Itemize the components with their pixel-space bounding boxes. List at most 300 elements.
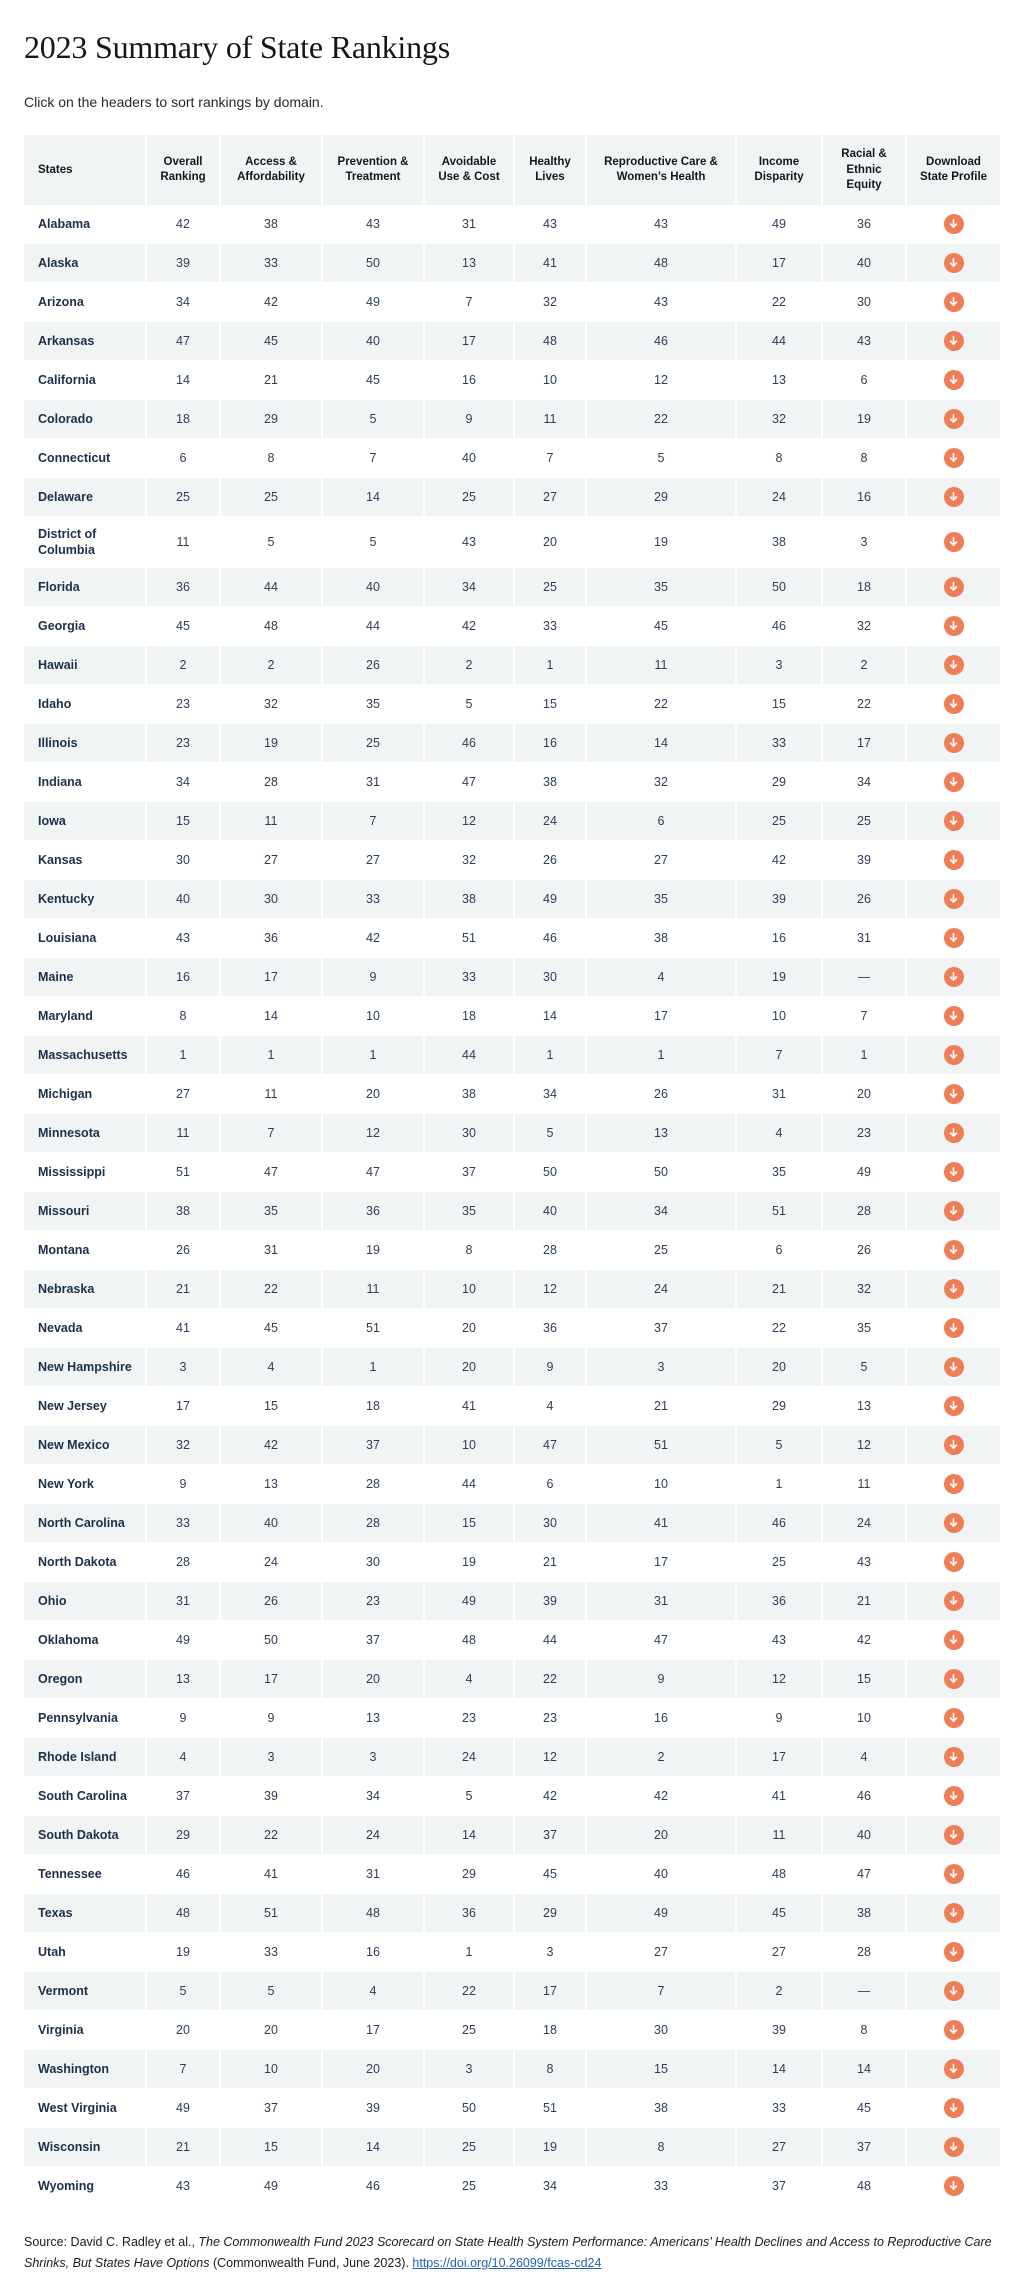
download-state-profile-button[interactable] (944, 2137, 964, 2157)
state-name-cell[interactable]: Georgia (24, 607, 146, 646)
rank-cell-income: 5 (736, 1426, 822, 1465)
rank-cell-racial: 45 (822, 2089, 906, 2128)
table-row (24, 724, 1000, 763)
state-name-cell[interactable]: Iowa (24, 802, 146, 841)
table-row (24, 1153, 1000, 1192)
rank-cell-overall: 47 (146, 321, 220, 360)
state-name-cell[interactable]: Washington (24, 2050, 146, 2089)
rank-cell-racial: 26 (822, 1231, 906, 1270)
download-arrow-icon (944, 292, 964, 312)
rank-cell-income: 29 (736, 1387, 822, 1426)
rank-cell-racial: 19 (822, 399, 906, 438)
rank-cell-healthy: 33 (514, 607, 586, 646)
rank-cell-prevention: 24 (322, 1816, 424, 1855)
rank-cell-healthy: 29 (514, 1894, 586, 1933)
rank-cell-prevention: 3 (322, 1738, 424, 1777)
state-name-cell[interactable]: Ohio (24, 1582, 146, 1621)
column-header-avoidable-use-cost[interactable]: Avoidable Use & Cost (424, 135, 514, 205)
rank-cell-overall: 8 (146, 997, 220, 1036)
download-arrow-icon (944, 1435, 964, 1455)
state-name-cell[interactable]: Colorado (24, 399, 146, 438)
download-cell (906, 2011, 1000, 2050)
download-cell (906, 1192, 1000, 1231)
rank-cell-access: 17 (220, 1660, 322, 1699)
download-arrow-icon (944, 1630, 964, 1650)
rank-cell-prevention: 14 (322, 477, 424, 516)
download-cell (906, 1660, 1000, 1699)
rank-cell-prevention: 50 (322, 243, 424, 282)
rank-cell-access: 44 (220, 568, 322, 607)
state-name-cell[interactable]: Minnesota (24, 1114, 146, 1153)
state-name-cell[interactable]: Arkansas (24, 321, 146, 360)
state-name-cell[interactable]: Rhode Island (24, 1738, 146, 1777)
state-name-cell[interactable]: North Carolina (24, 1504, 146, 1543)
rank-cell-reproductive: 38 (586, 2089, 736, 2128)
download-state-profile-button[interactable] (944, 1864, 964, 1884)
state-name-cell[interactable]: New Mexico (24, 1426, 146, 1465)
state-name-cell[interactable]: Florida (24, 568, 146, 607)
state-name-cell[interactable]: West Virginia (24, 2089, 146, 2128)
rank-cell-access: 38 (220, 205, 322, 244)
rank-cell-prevention: 42 (322, 919, 424, 958)
rank-cell-reproductive: 8 (586, 2128, 736, 2167)
rank-cell-overall: 45 (146, 607, 220, 646)
rank-cell-avoidable: 20 (424, 1309, 514, 1348)
state-name-cell[interactable]: Indiana (24, 763, 146, 802)
rank-cell-reproductive: 22 (586, 685, 736, 724)
download-cell (906, 763, 1000, 802)
download-cell (906, 1231, 1000, 1270)
rank-cell-prevention: 1 (322, 1348, 424, 1387)
rank-cell-racial: 8 (822, 438, 906, 477)
rank-cell-access: 25 (220, 477, 322, 516)
rank-cell-prevention: 36 (322, 1192, 424, 1231)
table-header-row (24, 135, 1000, 205)
download-cell (906, 919, 1000, 958)
download-state-profile-button[interactable] (944, 1435, 964, 1455)
rank-cell-healthy: 11 (514, 399, 586, 438)
rank-cell-prevention: 25 (322, 724, 424, 763)
state-name-cell[interactable]: Missouri (24, 1192, 146, 1231)
rank-cell-racial: 14 (822, 2050, 906, 2089)
rank-cell-healthy: 19 (514, 2128, 586, 2167)
rank-cell-reproductive: 9 (586, 1660, 736, 1699)
download-state-profile-button[interactable] (944, 1825, 964, 1845)
rank-cell-racial: 11 (822, 1465, 906, 1504)
rank-cell-income: 21 (736, 1270, 822, 1309)
column-header-racial-ethnic-equity[interactable]: Racial & Ethnic Equity (822, 135, 906, 205)
state-name-cell[interactable]: New Hampshire (24, 1348, 146, 1387)
rank-cell-healthy: 5 (514, 1114, 586, 1153)
state-name-cell[interactable]: Idaho (24, 685, 146, 724)
table-row (24, 1855, 1000, 1894)
state-name-cell[interactable]: Delaware (24, 477, 146, 516)
rank-cell-avoidable: 47 (424, 763, 514, 802)
rank-cell-income: 33 (736, 2089, 822, 2128)
download-state-profile-button[interactable] (944, 655, 964, 675)
column-header-healthy-lives[interactable]: Healthy Lives (514, 135, 586, 205)
rank-cell-reproductive: 17 (586, 997, 736, 1036)
rank-cell-overall: 11 (146, 516, 220, 568)
rank-cell-overall: 20 (146, 2011, 220, 2050)
download-cell (906, 321, 1000, 360)
table-row (24, 1075, 1000, 1114)
state-name-cell[interactable]: District of Columbia (24, 516, 146, 568)
state-name-cell[interactable]: Michigan (24, 1075, 146, 1114)
rank-cell-reproductive: 2 (586, 1738, 736, 1777)
download-state-profile-button[interactable] (944, 1240, 964, 1260)
download-state-profile-button[interactable] (944, 253, 964, 273)
rank-cell-income: 35 (736, 1153, 822, 1192)
state-name-cell[interactable]: California (24, 360, 146, 399)
rank-cell-reproductive: 26 (586, 1075, 736, 1114)
rank-cell-income: 11 (736, 1816, 822, 1855)
rank-cell-overall: 1 (146, 1036, 220, 1075)
download-state-profile-button[interactable] (944, 1981, 964, 2001)
download-state-profile-button[interactable] (944, 1123, 964, 1143)
rank-cell-healthy: 30 (514, 1504, 586, 1543)
rank-cell-reproductive: 22 (586, 399, 736, 438)
download-state-profile-button[interactable] (944, 577, 964, 597)
download-state-profile-button[interactable] (944, 967, 964, 987)
download-arrow-icon (944, 1006, 964, 1026)
state-name-cell[interactable]: Vermont (24, 1972, 146, 2011)
rank-cell-access: 29 (220, 399, 322, 438)
download-cell (906, 2128, 1000, 2167)
table-row (24, 1738, 1000, 1777)
state-name-cell[interactable]: Kansas (24, 841, 146, 880)
rank-cell-healthy: 34 (514, 1075, 586, 1114)
state-name-cell[interactable]: Arizona (24, 282, 146, 321)
rank-cell-avoidable: 38 (424, 1075, 514, 1114)
rank-cell-income: 42 (736, 841, 822, 880)
rank-cell-racial: 15 (822, 1660, 906, 1699)
download-state-profile-button[interactable] (944, 772, 964, 792)
state-name-cell[interactable]: Virginia (24, 2011, 146, 2050)
download-arrow-icon (944, 1240, 964, 1260)
state-name-cell[interactable]: Tennessee (24, 1855, 146, 1894)
download-state-profile-button[interactable] (944, 889, 964, 909)
rank-cell-reproductive: 27 (586, 1933, 736, 1972)
download-state-profile-button[interactable] (944, 1279, 964, 1299)
download-cell (906, 205, 1000, 244)
rank-cell-healthy: 14 (514, 997, 586, 1036)
download-state-profile-button[interactable] (944, 487, 964, 507)
download-cell (906, 607, 1000, 646)
download-state-profile-button[interactable] (944, 1162, 964, 1182)
rank-cell-avoidable: 25 (424, 2167, 514, 2206)
download-cell (906, 1894, 1000, 1933)
state-name-cell[interactable]: Illinois (24, 724, 146, 763)
rank-cell-healthy: 6 (514, 1465, 586, 1504)
rank-cell-healthy: 32 (514, 282, 586, 321)
rank-cell-reproductive: 27 (586, 841, 736, 880)
rank-cell-healthy: 25 (514, 568, 586, 607)
rank-cell-prevention: 33 (322, 880, 424, 919)
column-header-reproductive-care-womens-health[interactable]: Reproductive Care & Women’s Health (586, 135, 736, 205)
state-name-cell[interactable]: Utah (24, 1933, 146, 1972)
rank-cell-avoidable: 35 (424, 1192, 514, 1231)
download-cell (906, 1348, 1000, 1387)
state-name-cell[interactable]: Oregon (24, 1660, 146, 1699)
table-row (24, 2167, 1000, 2206)
state-rankings-table (24, 135, 1000, 2206)
download-state-profile-button[interactable] (944, 1786, 964, 1806)
download-cell (906, 880, 1000, 919)
download-arrow-icon (944, 1708, 964, 1728)
rank-cell-racial: — (822, 1972, 906, 2011)
download-arrow-icon (944, 616, 964, 636)
rank-cell-overall: 2 (146, 646, 220, 685)
sort-instruction-text: Click on the headers to sort rankings by domain. (24, 94, 324, 111)
state-name-cell[interactable]: Montana (24, 1231, 146, 1270)
state-name-cell[interactable]: Kentucky (24, 880, 146, 919)
download-state-profile-button[interactable] (944, 616, 964, 636)
download-arrow-icon (944, 1123, 964, 1143)
rank-cell-avoidable: 43 (424, 516, 514, 568)
download-arrow-icon (944, 694, 964, 714)
rank-cell-reproductive: 42 (586, 1777, 736, 1816)
rank-cell-reproductive: 3 (586, 1348, 736, 1387)
download-state-profile-button[interactable] (944, 1552, 964, 1572)
download-state-profile-button[interactable] (944, 1903, 964, 1923)
rank-cell-racial: 40 (822, 1816, 906, 1855)
rank-cell-access: 21 (220, 360, 322, 399)
rank-cell-access: 1 (220, 1036, 322, 1075)
download-state-profile-button[interactable] (944, 1318, 964, 1338)
rank-cell-prevention: 13 (322, 1699, 424, 1738)
rank-cell-reproductive: 30 (586, 2011, 736, 2050)
table-row (24, 1270, 1000, 1309)
state-name-cell[interactable]: North Dakota (24, 1543, 146, 1582)
rank-cell-racial: 5 (822, 1348, 906, 1387)
rank-cell-access: 27 (220, 841, 322, 880)
rank-cell-reproductive: 21 (586, 1387, 736, 1426)
download-state-profile-button[interactable] (944, 1669, 964, 1689)
download-state-profile-button[interactable] (944, 214, 964, 234)
rank-cell-income: 8 (736, 438, 822, 477)
rank-cell-overall: 26 (146, 1231, 220, 1270)
download-state-profile-button[interactable] (944, 733, 964, 753)
table-row (24, 321, 1000, 360)
state-name-cell[interactable]: Texas (24, 1894, 146, 1933)
download-state-profile-button[interactable] (944, 2176, 964, 2196)
table-body (24, 205, 1000, 2206)
state-name-cell[interactable]: New Jersey (24, 1387, 146, 1426)
rank-cell-healthy: 1 (514, 646, 586, 685)
rank-cell-overall: 43 (146, 2167, 220, 2206)
rank-cell-avoidable: 3 (424, 2050, 514, 2089)
rank-cell-racial: 42 (822, 1621, 906, 1660)
state-name-cell[interactable]: Pennsylvania (24, 1699, 146, 1738)
rank-cell-income: 33 (736, 724, 822, 763)
rank-cell-prevention: 16 (322, 1933, 424, 1972)
column-header-overall-ranking[interactable]: Overall Ranking (146, 135, 220, 205)
rank-cell-avoidable: 33 (424, 958, 514, 997)
download-arrow-icon (944, 850, 964, 870)
rank-cell-income: 37 (736, 2167, 822, 2206)
table-row (24, 2050, 1000, 2089)
rank-cell-reproductive: 17 (586, 1543, 736, 1582)
rank-cell-overall: 33 (146, 1504, 220, 1543)
state-name-cell[interactable]: Maine (24, 958, 146, 997)
source-doi-link[interactable]: https://doi.org/10.26099/fcas-cd24 (412, 2255, 602, 2270)
rank-cell-overall: 46 (146, 1855, 220, 1894)
rank-cell-avoidable: 38 (424, 880, 514, 919)
download-state-profile-button[interactable] (944, 2059, 964, 2079)
state-name-cell[interactable]: Alabama (24, 205, 146, 244)
state-name-cell[interactable]: Maryland (24, 997, 146, 1036)
download-arrow-icon (944, 1981, 964, 2001)
rank-cell-prevention: 45 (322, 360, 424, 399)
state-name-cell[interactable]: Nebraska (24, 1270, 146, 1309)
rank-cell-avoidable: 5 (424, 685, 514, 724)
rank-cell-healthy: 1 (514, 1036, 586, 1075)
state-name-cell[interactable]: South Carolina (24, 1777, 146, 1816)
rank-cell-access: 14 (220, 997, 322, 1036)
download-state-profile-button[interactable] (944, 448, 964, 468)
rank-cell-avoidable: 19 (424, 1543, 514, 1582)
download-state-profile-button[interactable] (944, 1357, 964, 1377)
state-name-cell[interactable]: Connecticut (24, 438, 146, 477)
rank-cell-access: 42 (220, 282, 322, 321)
rank-cell-avoidable: 49 (424, 1582, 514, 1621)
state-name-cell[interactable]: Alaska (24, 243, 146, 282)
rank-cell-reproductive: 11 (586, 646, 736, 685)
state-name-cell[interactable]: Massachusetts (24, 1036, 146, 1075)
rank-cell-avoidable: 16 (424, 360, 514, 399)
download-arrow-icon (944, 253, 964, 273)
rank-cell-income: 38 (736, 516, 822, 568)
download-arrow-icon (944, 1669, 964, 1689)
table-row (24, 516, 1000, 568)
rank-cell-overall: 28 (146, 1543, 220, 1582)
column-header-states[interactable]: States (24, 135, 146, 205)
download-arrow-icon (944, 1396, 964, 1416)
rank-cell-healthy: 34 (514, 2167, 586, 2206)
rank-cell-income: 16 (736, 919, 822, 958)
table-row (24, 360, 1000, 399)
rank-cell-income: 31 (736, 1075, 822, 1114)
state-name-cell[interactable]: Wyoming (24, 2167, 146, 2206)
download-state-profile-button[interactable] (944, 1474, 964, 1494)
download-state-profile-button[interactable] (944, 2098, 964, 2118)
rank-cell-healthy: 27 (514, 477, 586, 516)
rank-cell-healthy: 45 (514, 1855, 586, 1894)
state-name-cell[interactable]: Mississippi (24, 1153, 146, 1192)
rank-cell-healthy: 41 (514, 243, 586, 282)
rank-cell-healthy: 42 (514, 1777, 586, 1816)
download-state-profile-button[interactable] (944, 1513, 964, 1533)
state-name-cell[interactable]: Nevada (24, 1309, 146, 1348)
download-state-profile-button[interactable] (944, 1084, 964, 1104)
rank-cell-avoidable: 24 (424, 1738, 514, 1777)
download-state-profile-button[interactable] (944, 532, 964, 552)
download-state-profile-button[interactable] (944, 1201, 964, 1221)
state-name-cell[interactable]: South Dakota (24, 1816, 146, 1855)
table-row (24, 1543, 1000, 1582)
table-row (24, 243, 1000, 282)
table-row (24, 1894, 1000, 1933)
rank-cell-healthy: 40 (514, 1192, 586, 1231)
download-state-profile-button[interactable] (944, 694, 964, 714)
column-header-prevention-treatment[interactable]: Prevention & Treatment (322, 135, 424, 205)
table-row (24, 477, 1000, 516)
state-name-cell[interactable]: Wisconsin (24, 2128, 146, 2167)
rank-cell-avoidable: 8 (424, 1231, 514, 1270)
download-state-profile-button[interactable] (944, 370, 964, 390)
download-cell (906, 958, 1000, 997)
download-state-profile-button[interactable] (944, 1006, 964, 1026)
download-state-profile-button[interactable] (944, 292, 964, 312)
download-cell (906, 1777, 1000, 1816)
download-state-profile-button[interactable] (944, 1591, 964, 1611)
rank-cell-reproductive: 40 (586, 1855, 736, 1894)
rank-cell-prevention: 20 (322, 1075, 424, 1114)
rank-cell-overall: 18 (146, 399, 220, 438)
download-state-profile-button[interactable] (944, 1045, 964, 1065)
download-state-profile-button[interactable] (944, 1708, 964, 1728)
rank-cell-access: 5 (220, 516, 322, 568)
download-state-profile-button[interactable] (944, 409, 964, 429)
rank-cell-overall: 6 (146, 438, 220, 477)
rank-cell-reproductive: 33 (586, 2167, 736, 2206)
rank-cell-racial: 20 (822, 1075, 906, 1114)
rank-cell-access: 33 (220, 1933, 322, 1972)
download-state-profile-button[interactable] (944, 850, 964, 870)
rank-cell-prevention: 46 (322, 2167, 424, 2206)
rank-cell-avoidable: 31 (424, 205, 514, 244)
rank-cell-overall: 36 (146, 568, 220, 607)
rank-cell-racial: 35 (822, 1309, 906, 1348)
download-state-profile-button[interactable] (944, 811, 964, 831)
download-state-profile-button[interactable] (944, 1630, 964, 1650)
rank-cell-racial: 16 (822, 477, 906, 516)
state-name-cell[interactable]: Louisiana (24, 919, 146, 958)
rank-cell-avoidable: 42 (424, 607, 514, 646)
download-state-profile-button[interactable] (944, 331, 964, 351)
download-arrow-icon (944, 655, 964, 675)
table-header (24, 135, 1000, 205)
table-row (24, 1465, 1000, 1504)
rank-cell-racial: 49 (822, 1153, 906, 1192)
rank-cell-overall: 51 (146, 1153, 220, 1192)
rank-cell-overall: 38 (146, 1192, 220, 1231)
download-state-profile-button[interactable] (944, 1942, 964, 1962)
rank-cell-racial: 1 (822, 1036, 906, 1075)
rank-cell-income: 15 (736, 685, 822, 724)
column-header-access-affordability[interactable]: Access & Affordability (220, 135, 322, 205)
download-cell (906, 2089, 1000, 2128)
state-name-cell[interactable]: New York (24, 1465, 146, 1504)
rank-cell-prevention: 4 (322, 1972, 424, 2011)
download-state-profile-button[interactable] (944, 1747, 964, 1767)
rank-cell-avoidable: 48 (424, 1621, 514, 1660)
rank-cell-reproductive: 37 (586, 1309, 736, 1348)
rank-cell-reproductive: 43 (586, 282, 736, 321)
state-name-cell[interactable]: Oklahoma (24, 1621, 146, 1660)
download-state-profile-button[interactable] (944, 1396, 964, 1416)
download-state-profile-button[interactable] (944, 928, 964, 948)
state-name-cell[interactable]: Hawaii (24, 646, 146, 685)
rank-cell-prevention: 30 (322, 1543, 424, 1582)
rank-cell-income: 1 (736, 1465, 822, 1504)
rank-cell-healthy: 22 (514, 1660, 586, 1699)
rank-cell-avoidable: 20 (424, 1348, 514, 1387)
download-cell (906, 1738, 1000, 1777)
download-state-profile-button[interactable] (944, 2020, 964, 2040)
column-header-income-disparity[interactable]: Income Disparity (736, 135, 822, 205)
